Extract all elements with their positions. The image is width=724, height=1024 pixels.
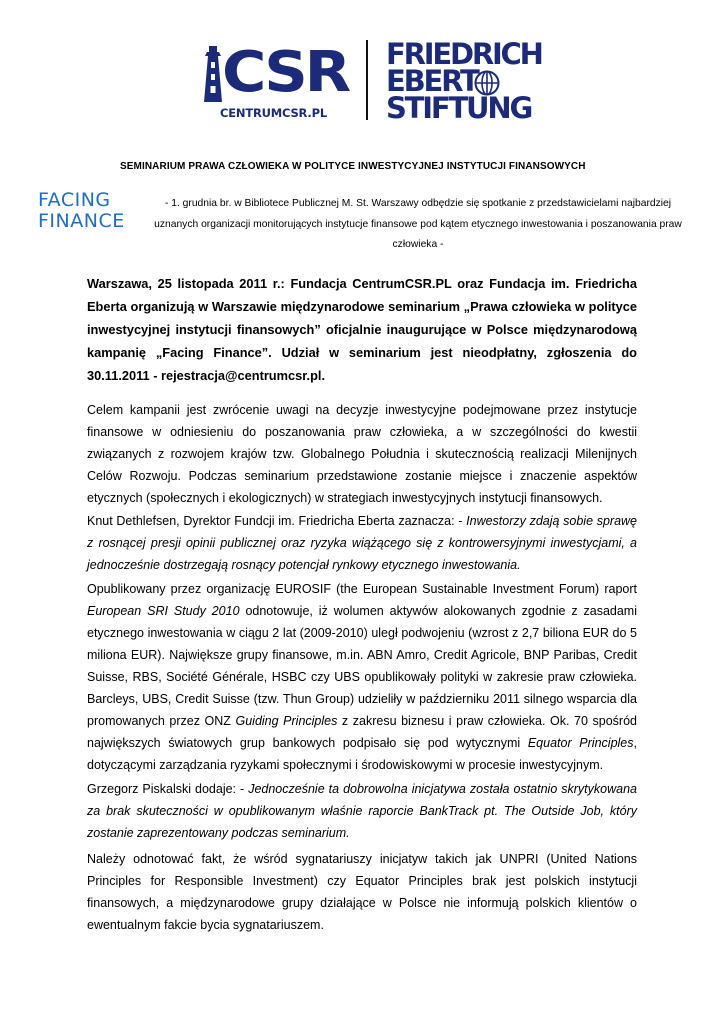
- csr-logo-domain: CENTRUMCSR.PL: [220, 106, 327, 120]
- speaker-intro: Grzegorz Piskalski dodaje: -: [87, 782, 249, 796]
- paragraph-campaign-goal: Celem kampanii jest zwrócenie uwagi na decyzje inwestycyjne podejmowane przez instytucje finansowe w odniesieniu do poszanowania praw człowieka, a w szczególności do kwestii związanych z rozwojem krajów tzw. Globalnego Południa i skutecznością realizacji Milenijnych Celów Rozwoju. Podczas seminarium przedstawione zostanie miejsce i znaczenie aspektów etycznych (społecznych i ekologicznych) w strategiach inwestycyjnych instytucji finansowych.: [87, 403, 637, 505]
- fes-logo-line1: FRIEDRICH: [386, 37, 542, 71]
- document-title: SEMINARIUM PRAWA CZŁOWIEKA W POLITYCE INWESTYCYJNEJ INSTYTUCJI FINANSOWYCH: [120, 161, 586, 172]
- centrumcsr-logo: [196, 40, 356, 122]
- friedrich-ebert-stiftung-logo: [386, 37, 542, 126]
- intro-subtitle: - 1. grudnia br. w Bibliotece Publicznej M. St. Warszawy odbędzie się spotkanie z przedstawicielami najbardziej uznanych organizacji monitorujących instytucje finansowe pod kątem etycznego inwestowania i poszanowania praw człowieka -: [154, 198, 682, 250]
- paragraph-eurosif-report: Opublikowany przez organizację EUROSIF (the European Sustainable Investment Forum) raport European SRI Study 2010 odnotowuje, iż wolumen aktywów alokowanych zgodnie z zasadami etycznego inwestowania w ciągu 2 lat (2009-2010) uległ podwojeniu (wzrost z 2,7 biliona EUR do 5 miliona EUR). Największe grupy finansowe, m.in. ABN Amro, Credit Agricole, BNP Paribas, Credit Suisse, RBS, Société Générale, HSBC czy UBS opublikowały polityki w zakresie praw człowieka. Barcleys, UBS, Credit Suisse (tzw. Thun Group) udzieliły w październiku 2011 silnego wsparcia dla promowanych przez ONZ Guiding Principles z zakresu biznesu i praw człowieka. Ok. 70 spośród największych światowych grup bankowych podpisało się pod wytycznymi Equator Principles, dotyczącymi zarządzania ryzykami społecznymi i środowiskowymi w procesie inwestycyjnym.: [87, 582, 637, 772]
- facing-finance-line2: FINANCE: [38, 210, 125, 232]
- facing-finance-logo: [38, 190, 143, 236]
- speaker-intro: Knut Dethlefsen, Dyrektor Fundcji im. Friedricha Eberta zaznacza: -: [87, 514, 467, 528]
- fes-logo-line2: EBERT: [386, 64, 478, 98]
- lead-paragraph: Warszawa, 25 listopada 2011 r.: Fundacja CentrumCSR.PL oraz Fundacja im. Friedricha Eberta organizują w Warszawie międzynarodowe seminarium „Prawa człowieka w polityce inwestycyjnej instytucji finansowych” oficjalnie inaugurujące w Polsce międzynarodową kampanię „Facing Finance”. Udział w seminarium jest nieodpłatny, zgłoszenia do 30.11.2011 - rejestracja@centrumcsr.pl.: [87, 276, 637, 383]
- facing-finance-line1: FACING: [38, 189, 111, 211]
- fes-logo-line3: STIFTUNG: [386, 91, 532, 125]
- quote-text: Inwestorzy zdają sobie sprawę z rosnącej presji opinii publicznej oraz ryzyka wiążącego się z kontrowersyjnymi inwestycjami, a jednocześnie dostrzegają rosnący potencjał rynkowy etycznego inwestowania.: [87, 514, 637, 572]
- paragraph-signatories: Należy odnotować fakt, że wśród sygnatariuszy inicjatyw takich jak UNPRI (United Nations Principles for Responsible Investment) czy Equator Principles brak jest polskich instytucji finansowych, a międzynarodowe grupy działające w Polsce nie informują polskich klientów o ewentualnym fakcie bycia sygnatariuszem.: [87, 852, 637, 932]
- logo-divider: [366, 40, 368, 120]
- paragraph-piskalski-quote: [87, 778, 637, 844]
- quote-text: Jednocześnie ta dobrowolna inicjatywa została ostatnio skrytykowana za brak skuteczności w opublikowanym właśnie raporcie BankTrack pt. The Outside Job, który zostanie zaprezentowany podczas seminarium.: [87, 782, 637, 840]
- paragraph-dethlefsen-quote: [87, 510, 637, 576]
- csr-logo-text: CSR: [222, 40, 348, 105]
